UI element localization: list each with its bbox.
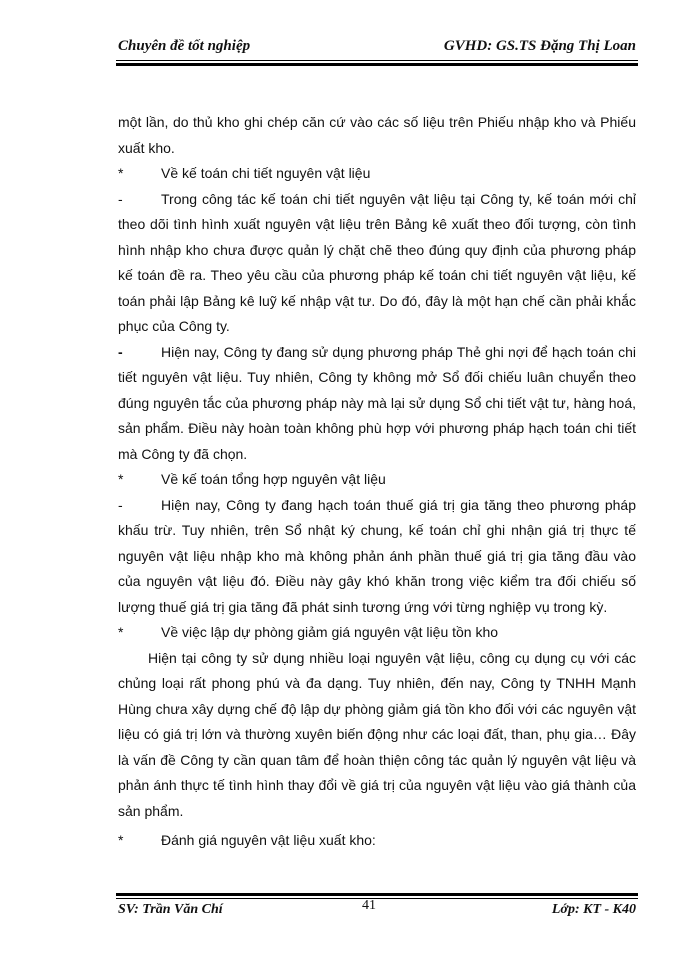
heading-text: Đánh giá nguyên vật liệu xuất kho: xyxy=(161,832,376,848)
paragraph: Hiện tại công ty sử dụng nhiều loại nguyên vật liệu, công cụ dụng cụ với các chủng loại rất phong phú và đa dạng. Tuy nhiên, đến nay, Công ty TNHH Mạnh Hùng chưa xây dựng chế độ lập dự phòng giảm giá tồn kho đối với các nguyên vật liệu có giá trị lớn và thường xuyên biến động như các loại đất, than, phụ gia… Đây là vấn đề Công ty cần quan tâm để hoàn thiện công tác quản lý nguyên vật liệu và phản ánh thực tế tình hình thay đổi về giá trị của nguyên vật liệu vào giá thành của sản phẩm. xyxy=(118,649,636,819)
header-title: Chuyên đề tốt nghiệp xyxy=(118,38,251,54)
paragraph xyxy=(118,493,636,621)
heading-text: Về kế toán tổng hợp nguyên vật liệu xyxy=(161,471,386,487)
bullet-mark: * xyxy=(118,471,124,487)
bullet-mark: * xyxy=(118,832,124,848)
heading-text: Về việc lập dự phòng giảm giá nguyên vật liệu tồn kho xyxy=(161,624,499,640)
page-header xyxy=(118,38,636,60)
bullet-mark: * xyxy=(118,165,124,181)
paragraph-text: Hiện nay, Công ty đang hạch toán thuế giá trị gia tăng theo phương pháp khấu trừ. Tuy nhiên, trên Sổ nhật ký chung, kế toán chỉ ghi nhận giá trị thực tế nguyên vật liệu nhập kho mà không phản ánh phần thuế giá trị gia tăng đầu vào của nguyên vật liệu đó. Điều này gây khó khăn trong việc kiểm tra đối chiếu số lượng thuế giá trị gia tăng đã phát sinh tương ứng với từng nghiệp vụ trong kỳ. xyxy=(118,496,636,615)
section-heading xyxy=(118,828,636,854)
section-heading xyxy=(118,161,636,187)
document-body xyxy=(118,110,636,854)
header-rule xyxy=(116,60,638,66)
paragraph xyxy=(118,340,636,468)
page-footer xyxy=(118,898,636,924)
dash-mark: - xyxy=(118,496,123,513)
footer-class: Lớp: KT - K40 xyxy=(551,902,636,917)
section-heading xyxy=(118,620,636,646)
page-number: 41 xyxy=(362,898,376,913)
paragraph-text: Trong công tác kế toán chi tiết nguyên vật liệu tại Công ty, kế toán mới chỉ theo dõi tình hình xuất nguyên vật liệu trên Bảng kê xuất theo đối tượng, còn tình hình nhập kho chưa được quản lý chặt chẽ theo đúng quy định của phương pháp kế toán đề ra. Theo yêu cầu của phương pháp kế toán chi tiết nguyên vật liệu, kế toán phải lập Bảng kê luỹ kế nhập vật tư. Do đó, đây là một hạn chế cần phải khắc phục của Công ty. xyxy=(118,190,636,334)
footer-student: SV: Trần Văn Chí xyxy=(118,902,223,917)
paragraph-text: Hiện nay, Công ty đang sử dụng phương pháp Thẻ ghi nợi để hạch toán chi tiết nguyên vật liệu. Tuy nhiên, Công ty không mở Sổ đối chiếu luân chuyển theo đúng nguyên tắc của phương pháp này mà lại sử dụng Sổ chi tiết vật tư, hàng hoá, sản phẩm. Điều này hoàn toàn không phù hợp với phương pháp hạch toán chi tiết mà Công ty đã chọn. xyxy=(118,343,636,462)
footer-rule xyxy=(116,893,638,899)
dash-mark: - xyxy=(118,190,123,207)
bullet-mark: * xyxy=(118,624,124,640)
heading-text: Về kế toán chi tiết nguyên vật liệu xyxy=(161,165,371,181)
paragraph xyxy=(118,187,636,340)
header-supervisor: GVHD: GS.TS Đặng Thị Loan xyxy=(443,38,636,54)
dash-mark: - xyxy=(118,343,123,360)
section-heading xyxy=(118,467,636,493)
paragraph: một lần, do thủ kho ghi chép căn cứ vào các số liệu trên Phiếu nhập kho và Phiếu xuất kho. xyxy=(118,114,636,156)
